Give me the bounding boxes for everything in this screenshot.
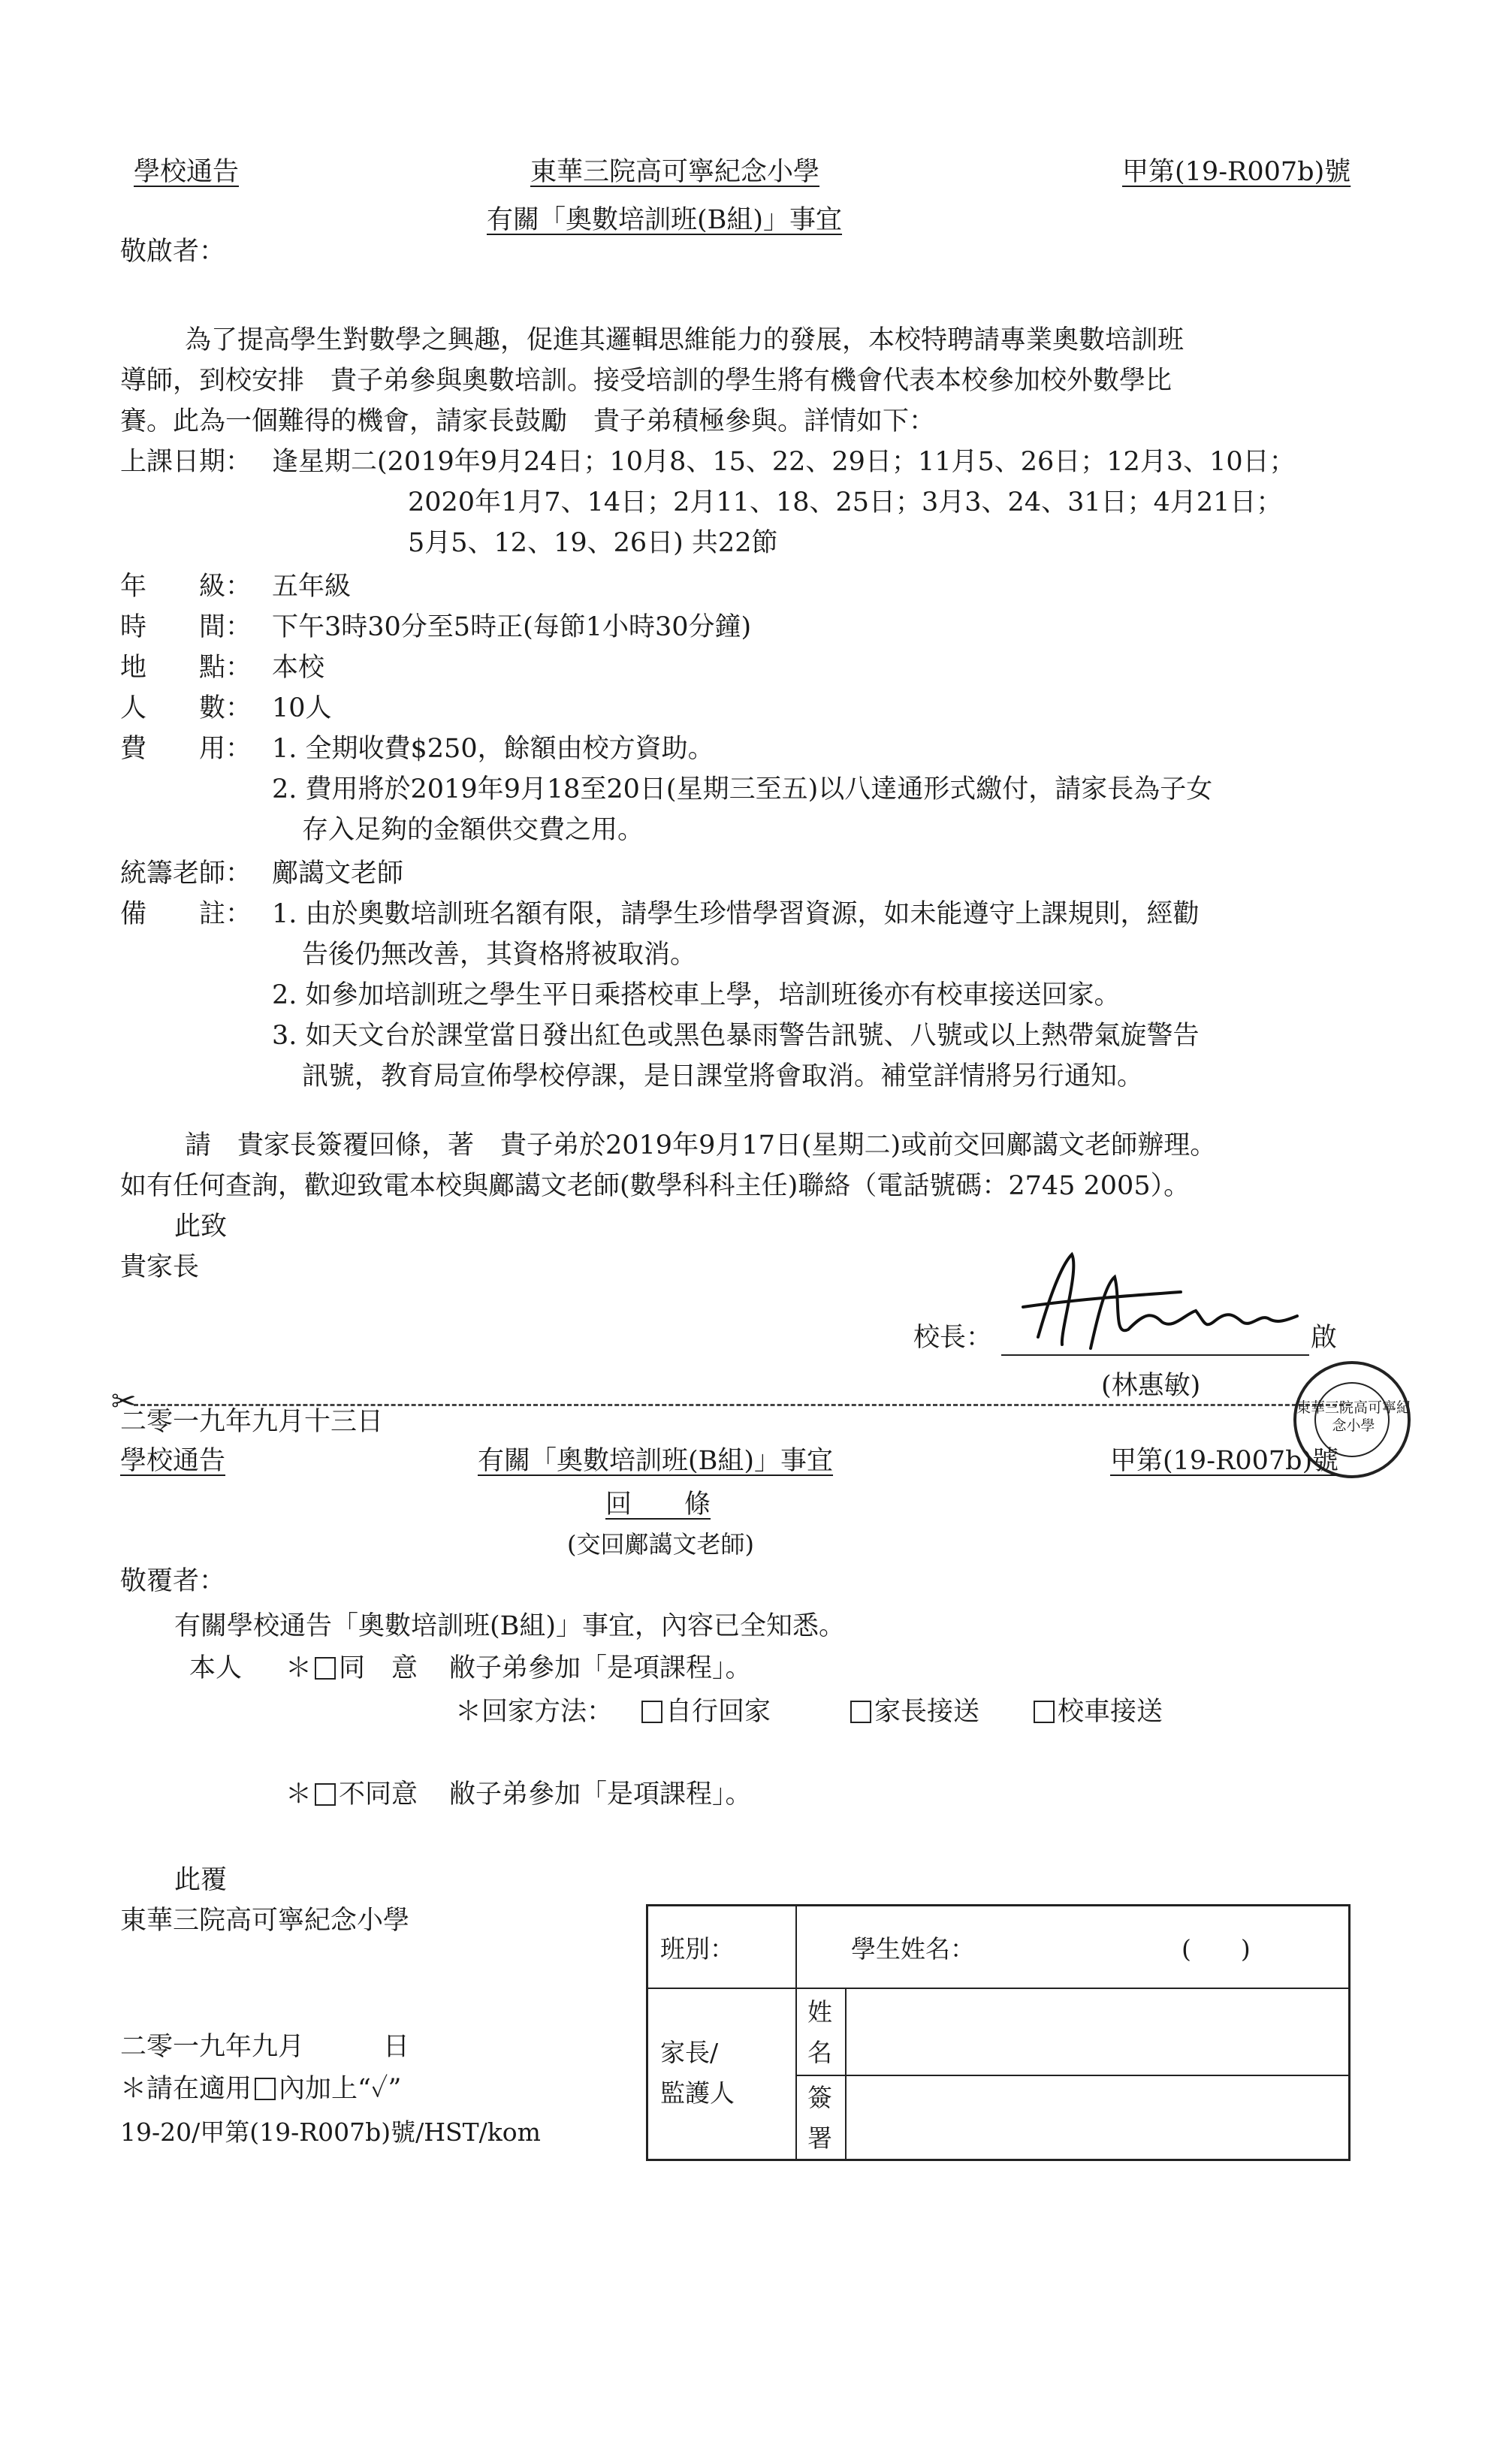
method-self-label: 自行回家 <box>665 1697 771 1727</box>
reply-date: 二零一九年九月 日 <box>120 2032 410 2062</box>
reply-closing: 此覆 <box>174 1865 228 1895</box>
time-label: 時 間： <box>120 612 252 642</box>
coordinator-value: 鄺譪文老師 <box>272 859 404 889</box>
disagree-checkbox[interactable] <box>315 1783 336 1806</box>
table-col-divider <box>795 1906 797 2159</box>
name-label: 名 <box>807 2038 832 2067</box>
grade-value: 五年級 <box>272 572 352 602</box>
reply-self-label: 本人 <box>189 1653 243 1683</box>
stamp-text: 東華三院高可寧紀念小學 <box>1296 1399 1411 1434</box>
fee-label: 費 用： <box>120 734 252 764</box>
guardian-label: 家長/ <box>660 2038 719 2067</box>
sign-label: 簽 <box>807 2083 832 2112</box>
reference-number: 甲第(19-R007b)號 <box>1122 157 1351 187</box>
reply-subtitle: (交回鄺譪文老師) <box>567 1530 754 1559</box>
closing-line: 此致 <box>174 1212 228 1242</box>
notice-type: 學校通告 <box>134 157 240 187</box>
disagree-label: 不同意 <box>339 1779 418 1810</box>
agree-text: 敝子弟參加「是項課程」。 <box>449 1653 752 1683</box>
place-value: 本校 <box>272 653 325 683</box>
salutation: 敬啟者： <box>120 237 226 267</box>
student-class-number: ( ) <box>1182 1934 1251 1963</box>
reply-acknowledgement: 有關學校通告「奧數培訓班(B組)」事宜，內容已全知悉。 <box>174 1611 846 1641</box>
fee-line: 2. 費用將於2019年9月18至20日(星期三至五)以八達通形式繳付，請家長為子女 <box>272 774 1213 804</box>
sign-label: 署 <box>807 2123 832 2153</box>
dates-line: 逢星期二(2019年9月24日；10月8、15、22、29日；11月5、26日；12月3、10日； <box>272 447 1296 477</box>
instruction-pre: ＊請在適用 <box>120 2074 252 2104</box>
closing-line: 貴家長 <box>120 1252 200 1282</box>
intro-line: 賽。此為一個難得的機會，請家長鼓勵 貴子弟積極參與。詳情如下： <box>120 406 936 436</box>
signature-title: 校長： <box>913 1323 993 1353</box>
guardian-name-field[interactable] <box>847 1989 1348 2073</box>
student-name-label: 學生姓名： <box>851 1934 975 1963</box>
reply-salutation: 敬覆者： <box>120 1566 226 1596</box>
remark-line: 3. 如天文台於課堂當日發出紅色或黑色暴雨警告訊號、八號或以上熱帶氣旋警告 <box>272 1021 1200 1051</box>
fee-line: 1. 全期收費$250，餘額由校方資助。 <box>272 734 714 764</box>
fee-line: 存入足夠的金額供交費之用。 <box>302 815 644 845</box>
remarks-label: 備 註： <box>120 899 252 929</box>
coordinator-label: 統籌老師： <box>120 859 252 889</box>
instruction-post: 內加上“✓” <box>279 2074 402 2104</box>
remark-line: 告後仍無改善，其資格將被取消。 <box>302 940 697 970</box>
grade-label: 年 級： <box>120 572 252 602</box>
principal-signature <box>1008 1224 1308 1360</box>
method-parent-label: 家長接送 <box>874 1697 980 1727</box>
disagree-option[interactable] <box>285 1779 418 1810</box>
time-value: 下午3時30分至5時正(每節1小時30分鐘) <box>272 612 752 642</box>
count-value: 10人 <box>272 693 332 723</box>
file-reference: 19-20/甲第(19-R007b)號/HST/kom <box>120 2117 541 2147</box>
scissors-icon: ✂ <box>111 1384 137 1419</box>
reply-reference-number: 甲第(19-R007b)號 <box>1110 1446 1339 1476</box>
remark-line: 2. 如參加培訓班之學生平日乘搭校車上學，培訓班後亦有校車接送回家。 <box>272 980 1121 1010</box>
principal-name: (林惠敏) <box>1101 1371 1201 1401</box>
notice-subject: 有關「奧數培訓班(B組)」事宜 <box>487 205 843 235</box>
agree-checkbox[interactable] <box>315 1657 336 1680</box>
reply-form-table <box>646 1904 1351 2161</box>
asterisk: ＊ <box>285 1779 312 1810</box>
instruction-note <box>120 2076 401 2102</box>
remark-line: 1. 由於奧數培訓班名額有限，請學生珍惜學習資源，如未能遵守上課規則，經勸 <box>272 899 1200 929</box>
dates-line: 2020年1月7、14日；2月11、18、25日；3月3、24、31日；4月21日； <box>408 487 1283 518</box>
method-self-checkbox[interactable] <box>641 1701 662 1723</box>
dates-line: 5月5、12、19、26日) 共22節 <box>408 528 778 558</box>
method-bus-label: 校車接送 <box>1058 1697 1163 1727</box>
closing-line: 如有任何查詢，歡迎致電本校與鄺譪文老師(數學科科主任)聯絡（電話號碼：2745 2005）。 <box>120 1171 1191 1201</box>
intro-line: 導師，到校安排 貴子弟參與奧數培訓。接受培訓的學生將有機會代表本校參加校外數學比 <box>120 366 1172 396</box>
reply-school-name: 東華三院高可寧紀念小學 <box>120 1906 410 1936</box>
name-label: 姓 <box>807 1997 832 2027</box>
dates-label: 上課日期： <box>120 447 252 477</box>
instruction-box <box>255 2078 276 2100</box>
issue-date: 二零一九年九月十三日 <box>120 1407 384 1437</box>
method-parent-checkbox[interactable] <box>850 1701 871 1723</box>
reply-subject: 有關「奧數培訓班(B組)」事宜 <box>478 1446 834 1476</box>
class-label: 班別： <box>660 1934 735 1963</box>
place-label: 地 點： <box>120 653 252 683</box>
method-bus-option[interactable] <box>1031 1699 1163 1725</box>
method-parent-option[interactable] <box>847 1699 979 1725</box>
agree-option[interactable] <box>285 1653 418 1683</box>
school-name: 東華三院高可寧紀念小學 <box>530 157 820 187</box>
intro-line: 為了提高學生對數學之興趣，促進其邏輯思維能力的發展，本校特聘請專業奧數培訓班 <box>185 325 1185 355</box>
cut-line <box>134 1404 1351 1406</box>
signature-suffix: 啟 <box>1311 1323 1338 1353</box>
agree-label: 同 意 <box>339 1653 418 1683</box>
closing-line: 請 貴家長簽覆回條，著 貴子弟於2019年9月17日(星期二)或前交回鄺譪文老師辦理。 <box>185 1130 1217 1161</box>
disagree-text: 敝子弟參加「是項課程」。 <box>449 1779 752 1810</box>
method-bus-checkbox[interactable] <box>1034 1701 1055 1723</box>
method-self-option[interactable] <box>638 1699 771 1725</box>
guardian-signature-field[interactable] <box>847 2076 1348 2159</box>
asterisk: ＊ <box>285 1653 312 1683</box>
guardian-label: 監護人 <box>660 2078 735 2108</box>
reply-notice-type: 學校通告 <box>120 1446 226 1476</box>
count-label: 人 數： <box>120 693 252 723</box>
return-method-label: ＊回家方法： <box>455 1697 614 1727</box>
reply-title: 回 條 <box>605 1490 711 1520</box>
remark-line: 訊號，教育局宣佈學校停課，是日課堂將會取消。補堂詳情將另行通知。 <box>302 1061 1144 1091</box>
